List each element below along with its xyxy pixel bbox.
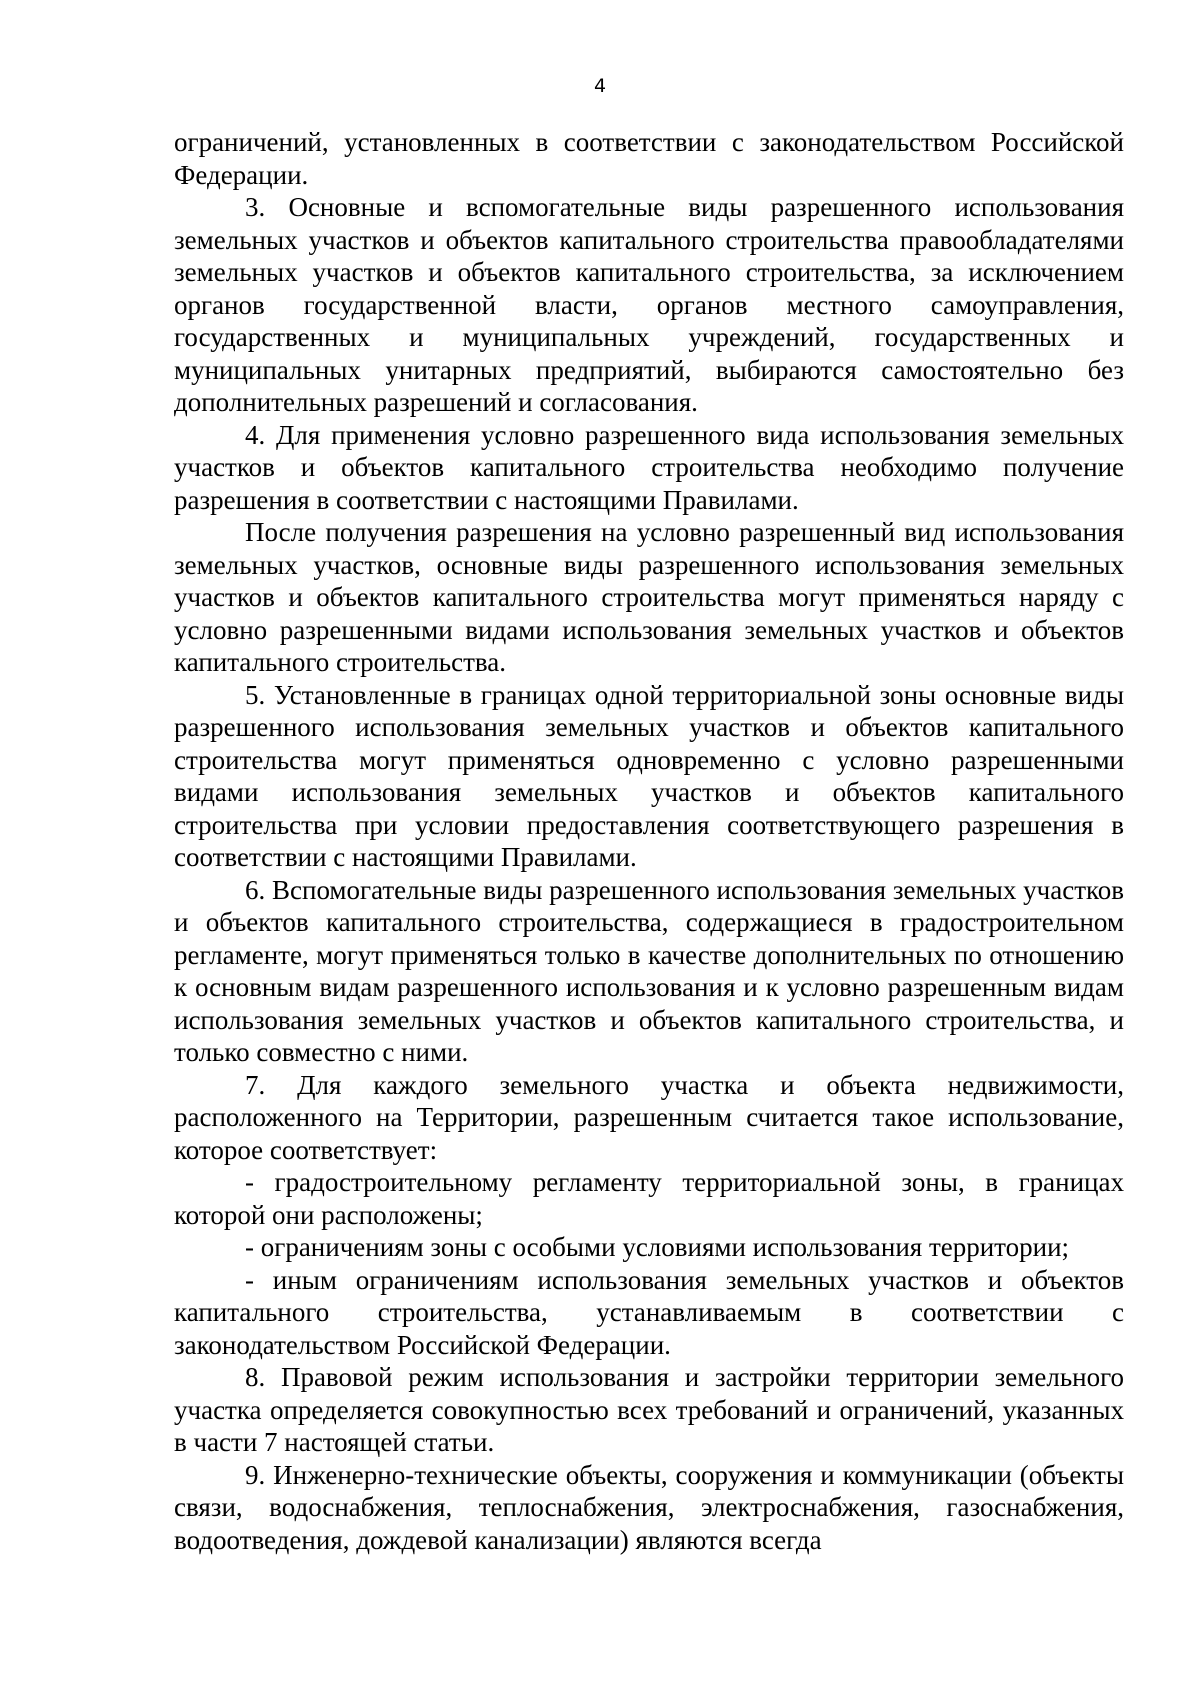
list-item-regulation: - градостроительному регламенту территориальной зоны, в границах которой они расположены; (174, 1167, 1124, 1230)
paragraph-continuation: ограничений, установленных в соответствии с законодательством Российской Федерации. (174, 127, 1124, 190)
paragraph-item-3: 3. Основные и вспомогательные виды разрешенного использования земельных участков и объектов капитального строительства правообладателями земельных участков и объектов капитального строительства, за исключением органов государственной власти, органов местного самоуправления, государственных и муниципальных учреждений, государственных и муниципальных унитарных предприятий, выбираются самостоятельно без дополнительных разрешений и согласования. (174, 192, 1124, 417)
paragraph-item-4: 4. Для применения условно разрешенного вида использования земельных участков и объектов капитального строительства необходимо получение разрешения в соответствии с настоящими Правилами. (174, 419, 1124, 515)
list-item-zone-restrictions: - ограничениям зоны с особыми условиями использования территории; (245, 1232, 1070, 1262)
paragraph-item-5: 5. Установленные в границах одной территориальной зоны основные виды разрешенного использования земельных участков и объектов капитального строительства могут применяться одновременно с условно разрешенными видами использования земельных участков и объектов капитального строительства при условии предоставления соответствующего разрешения в соответствии с настоящими Правилами. (174, 679, 1124, 872)
paragraph-item-4-continued: После получения разрешения на условно разрешенный вид использования земельных участков, основные виды разрешенного использования земельных участков и объектов капитального строительства могут применяться наряду с условно разрешенными видами использования земельных участков и объектов капитального строительства. (174, 517, 1124, 677)
list-item-other-restrictions: - иным ограничениям использования земельных участков и объектов капитального строительства, устанавливаемым в соответствии с законодательством Российской Федерации. (174, 1264, 1124, 1360)
page-number: 4 (593, 75, 607, 97)
paragraph-item-9: 9. Инженерно-технические объекты, сооружения и коммуникации (объекты связи, водоснабжения, теплоснабжения, электроснабжения, газоснабжения, водоотведения, дождевой канализации) являются всегда (174, 1459, 1124, 1555)
paragraph-item-8: 8. Правовой режим использования и застройки территории земельного участка определяется совокупностью всех требований и ограничений, указанных в части 7 настоящей статьи. (174, 1362, 1124, 1457)
paragraph-item-6: 6. Вспомогательные виды разрешенного использования земельных участков и объектов капитального строительства, содержащиеся в градостроительном регламенте, могут применяться только в качестве дополнительных по отношению к основным видам разрешенного использования и к условно разрешенным видам использования земельных участков и объектов капитального строительства, и только совместно с ними. (174, 874, 1125, 1067)
document-body (174, 126, 1124, 1556)
paragraph-item-7: 7. Для каждого земельного участка и объекта недвижимости, расположенного на Территории, разрешенным считается такое использование, которое соответствует: (174, 1069, 1124, 1165)
